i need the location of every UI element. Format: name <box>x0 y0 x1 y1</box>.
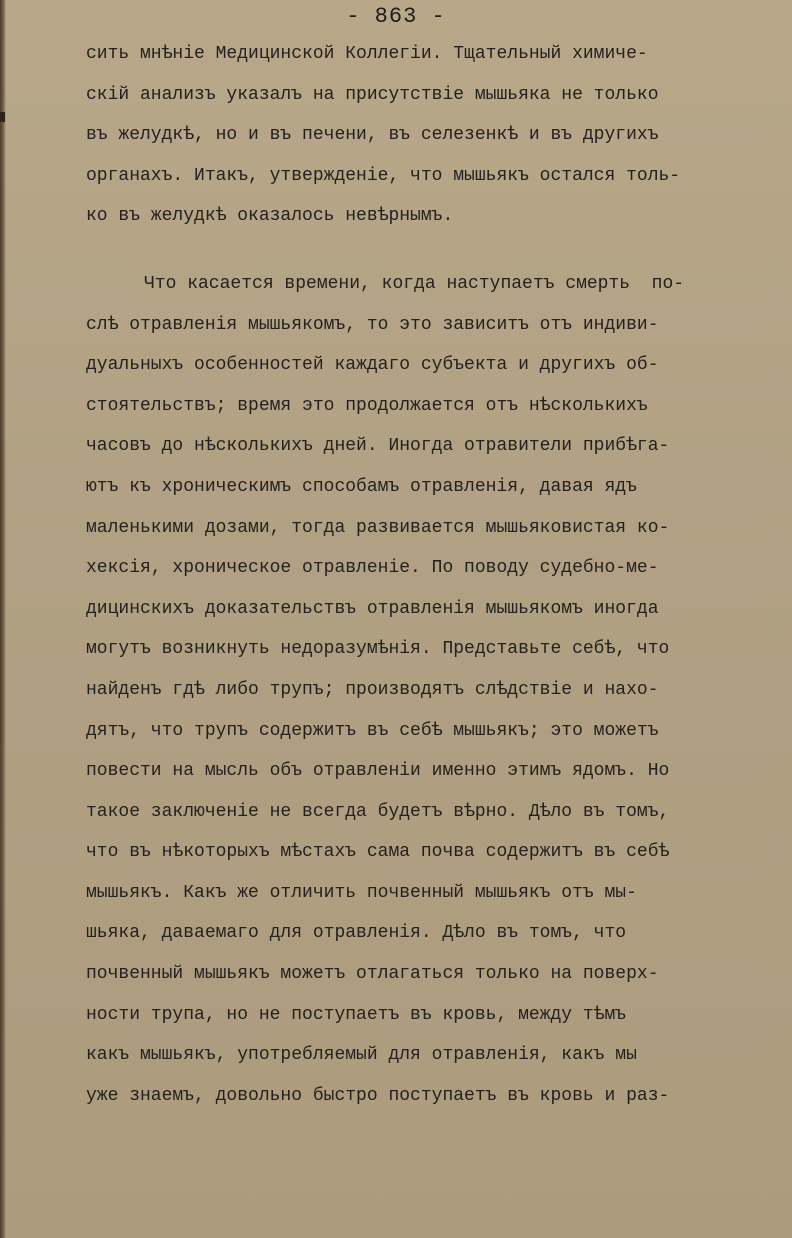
text-line: могутъ возникнуть недоразумѣнiя. Представьте себѣ, что <box>86 639 670 660</box>
text-line: слѣ отравленiя мышьякомъ, то это зависитъ отъ индиви- <box>86 314 659 335</box>
page-number: - 863 - <box>346 4 446 29</box>
text-line: маленькими дозами, тогда развивается мышьяковистая ко- <box>86 517 670 538</box>
paragraph <box>86 34 786 237</box>
text-line: что въ нѣкоторыхъ мѣстахъ сама почва содержитъ въ себѣ <box>86 842 670 863</box>
text-line: почвенный мышьякъ можетъ отлагаться только на поверх- <box>86 964 659 985</box>
typewritten-body-text <box>86 34 786 1116</box>
text-line: такое заключенiе не всегда будетъ вѣрно. Дѣло въ томъ, <box>86 801 670 822</box>
page-binding-edge <box>0 0 6 1238</box>
text-line: органахъ. Итакъ, утвержденiе, что мышьякъ остался толь- <box>86 165 681 186</box>
text-line: сить мнѣнiе Медицинской Коллегiи. Тщательный химиче- <box>86 44 648 64</box>
text-line: найденъ гдѣ либо трупъ; производятъ слѣдствiе и нахо- <box>86 679 659 700</box>
text-line: ко въ желудкѣ оказалось невѣрнымъ. <box>86 206 454 227</box>
text-line: дятъ, что трупъ содержитъ въ себѣ мышьякъ; это можетъ <box>86 720 659 741</box>
paragraph-gap <box>86 237 786 264</box>
text-line: повести на мысль объ отравленiи именно этимъ ядомъ. Но <box>86 761 670 782</box>
text-line: дицинскихъ доказательствъ отравленiя мышьякомъ иногда <box>86 598 659 619</box>
text-line: хексiя, хроническое отравленiе. По поводу судебно-ме- <box>86 558 659 579</box>
text-line: ютъ къ хроническимъ способамъ отравленiя, давая ядъ <box>86 476 637 497</box>
text-line: въ желудкѣ, но и въ печени, въ селезенкѣ и въ другихъ <box>86 125 659 146</box>
text-line: какъ мышьякъ, употребляемый для отравленiя, какъ мы <box>86 1045 637 1066</box>
margin-ink-mark <box>0 112 5 122</box>
text-line: шьяка, даваемаго для отравленiя. Дѣло въ томъ, что <box>86 923 627 944</box>
text-line: стоятельствъ; время это продолжается отъ нѣсколькихъ <box>86 395 648 416</box>
text-line: скiй анализъ указалъ на присутствiе мышьяка не только <box>86 84 659 105</box>
text-line: Что касается времени, когда наступаетъ смерть по- <box>144 273 685 294</box>
paragraph <box>86 264 786 1116</box>
text-line: часовъ до нѣсколькихъ дней. Иногда отравители прибѣга- <box>86 436 670 457</box>
text-line: ности трупа, но не поступаетъ въ кровь, между тѣмъ <box>86 1004 627 1025</box>
text-line: уже знаемъ, довольно быстро поступаетъ въ кровь и раз- <box>86 1085 670 1106</box>
text-line: дуальныхъ особенностей каждаго субъекта и другихъ об- <box>86 355 659 376</box>
text-line: мышьякъ. Какъ же отличить почвенный мышьякъ отъ мы- <box>86 882 637 903</box>
